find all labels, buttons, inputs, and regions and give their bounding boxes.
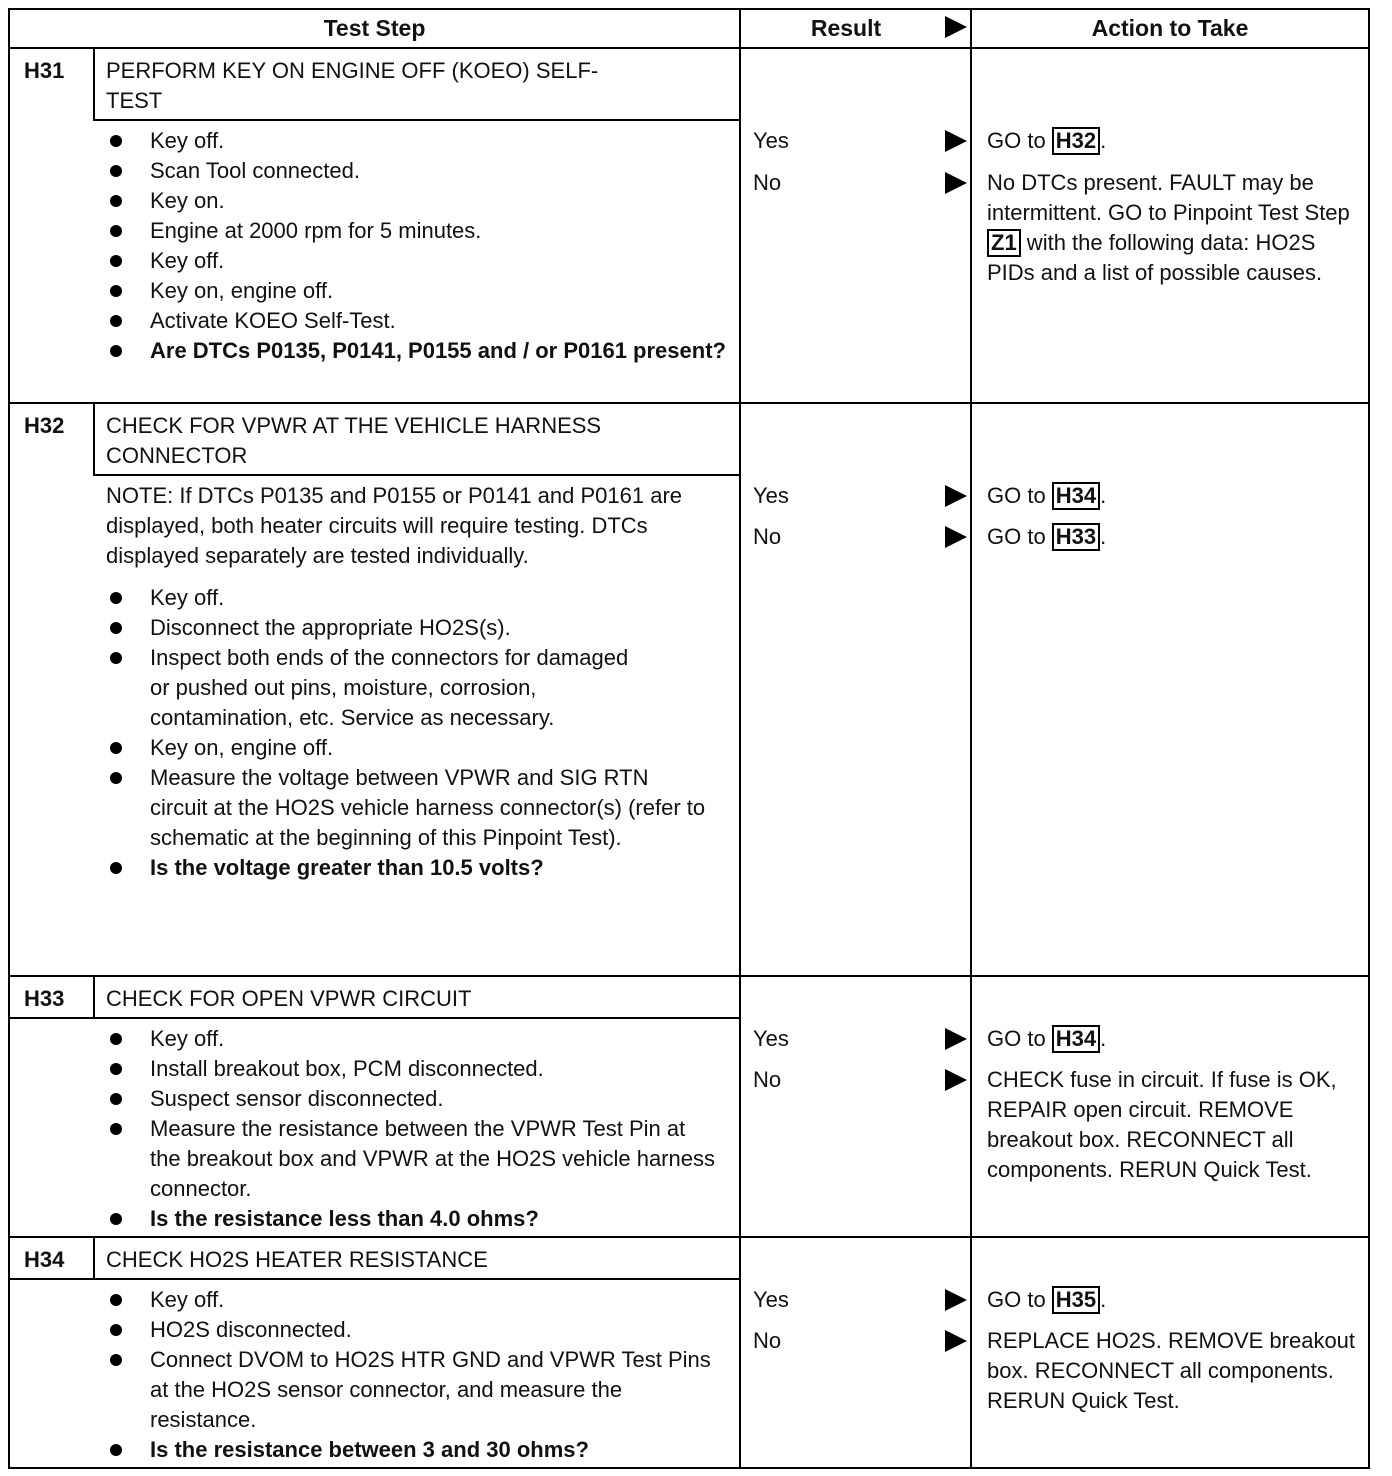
arrow-icon	[945, 1069, 967, 1091]
procedure-question: Is the voltage greater than 10.5 volts?	[106, 853, 726, 883]
row-divider	[8, 1236, 1370, 1238]
col-divider-action	[970, 8, 972, 1469]
step-title: CHECK HO2S HEATER RESISTANCE	[106, 1247, 488, 1272]
arrow-icon	[945, 1028, 967, 1050]
action-yes	[987, 1024, 1363, 1054]
action-text: GO to	[987, 524, 1052, 549]
border-left	[8, 8, 10, 1469]
h33-title-divider	[8, 1017, 739, 1019]
action-text: REPLACE HO2S. REMOVE breakout box. RECONNECT all components. RERUN Quick Test.	[987, 1328, 1356, 1413]
step-reference-link[interactable]: H33	[1052, 523, 1100, 551]
result-yes: Yes	[753, 128, 789, 153]
procedure-item: Connect DVOM to HO2S HTR GND and VPWR Test Pins at the HO2S sensor connector, and measure the resistance.	[106, 1345, 720, 1435]
result-yes: Yes	[753, 483, 789, 508]
procedure-item: Disconnect the appropriate HO2S(s).	[106, 613, 726, 643]
row-divider	[8, 402, 1370, 404]
col-divider-result	[739, 8, 741, 1469]
procedure-item: Key off.	[106, 583, 726, 613]
procedure-item: Engine at 2000 rpm for 5 minutes.	[106, 216, 726, 246]
action-no	[987, 1065, 1363, 1185]
procedure-item: Inspect both ends of the connectors for damaged or pushed out pins, moisture, corrosion, contamination, etc. Service as necessary.	[106, 643, 650, 733]
action-yes	[987, 1285, 1363, 1315]
step-reference-link[interactable]: H32	[1052, 127, 1100, 155]
procedure-item: Key off.	[106, 1285, 726, 1315]
arrow-icon	[945, 1289, 967, 1311]
header-test-step: Test Step	[323, 15, 426, 41]
procedure-item: Measure the voltage between VPWR and SIG RTN circuit at the HO2S vehicle harness connector(s) (refer to schematic at the beginning of this Pinpoint Test).	[106, 763, 710, 853]
step-title: PERFORM KEY ON ENGINE OFF (KOEO) SELF-TEST	[106, 58, 599, 113]
action-text: CHECK fuse in circuit. If fuse is OK, REPAIR open circuit. REMOVE breakout box. RECONNECT all components. RERUN Quick Test.	[987, 1067, 1337, 1182]
h34-title-divider	[8, 1278, 739, 1280]
step-reference-link[interactable]: Z1	[987, 229, 1021, 257]
step-id: H33	[24, 986, 65, 1011]
header-result: Result	[810, 15, 882, 41]
action-text: GO to	[987, 1026, 1052, 1051]
step-id: H31	[24, 58, 65, 83]
arrow-icon	[945, 172, 967, 194]
procedure-item: Key on, engine off.	[106, 276, 726, 306]
action-text: .	[1100, 128, 1107, 153]
procedure-item: Suspect sensor disconnected.	[106, 1084, 726, 1114]
procedure-item: Key off.	[106, 246, 726, 276]
h34-id-divider	[93, 1238, 95, 1280]
action-text: with the following data: HO2S PIDs and a list of possible causes.	[987, 230, 1323, 285]
step-procedure	[106, 1024, 726, 1234]
action-text: GO to	[987, 128, 1052, 153]
step-id: H34	[24, 1247, 65, 1272]
action-no	[987, 168, 1363, 288]
step-reference-link[interactable]: H34	[1052, 1025, 1100, 1053]
h33-id-divider	[93, 977, 95, 1019]
step-reference-link[interactable]: H34	[1052, 482, 1100, 510]
arrow-icon	[945, 526, 967, 548]
header-arrow-icon	[945, 16, 967, 38]
procedure-question: Is the resistance less than 4.0 ohms?	[106, 1204, 726, 1234]
action-yes	[987, 126, 1363, 156]
h32-title-divider	[93, 474, 739, 476]
procedure-item: Key off.	[106, 1024, 726, 1054]
procedure-item: HO2S disconnected.	[106, 1315, 726, 1345]
procedure-item: Key off.	[106, 126, 726, 156]
row-divider	[8, 975, 1370, 977]
procedure-item: Install breakout box, PCM disconnected.	[106, 1054, 726, 1084]
procedure-item: Key on.	[106, 186, 726, 216]
action-text: GO to	[987, 1287, 1052, 1312]
step-reference-link[interactable]: H35	[1052, 1286, 1100, 1314]
procedure-question: Are DTCs P0135, P0141, P0155 and / or P0161 present?	[106, 336, 726, 366]
arrow-icon	[945, 130, 967, 152]
result-no: No	[753, 1328, 782, 1353]
action-text: .	[1100, 483, 1107, 508]
h32-id-divider	[93, 404, 95, 476]
action-yes	[987, 481, 1363, 511]
procedure-question: Is the resistance between 3 and 30 ohms?	[106, 1435, 726, 1465]
header-action: Action to Take	[1091, 15, 1249, 41]
action-text: .	[1100, 524, 1107, 549]
step-title: CHECK FOR VPWR AT THE VEHICLE HARNESS CONNECTOR	[106, 413, 602, 468]
result-no: No	[753, 1067, 782, 1092]
action-no	[987, 522, 1363, 552]
result-no: No	[753, 524, 782, 549]
action-no	[987, 1326, 1363, 1416]
diagnostic-table	[8, 8, 1380, 1469]
procedure-item: Activate KOEO Self-Test.	[106, 306, 726, 336]
result-no: No	[753, 170, 782, 195]
action-text: .	[1100, 1026, 1107, 1051]
arrow-icon	[945, 1330, 967, 1352]
step-procedure	[106, 481, 726, 883]
procedure-note: NOTE: If DTCs P0135 and P0155 or P0141 and P0161 are displayed, both heater circuits will require testing. DTCs displayed separately are tested individually.	[106, 483, 683, 568]
result-yes: Yes	[753, 1026, 789, 1051]
h31-title-divider	[93, 119, 739, 121]
step-procedure	[106, 1285, 726, 1465]
procedure-item: Key on, engine off.	[106, 733, 726, 763]
step-procedure	[106, 126, 726, 366]
action-text: GO to	[987, 483, 1052, 508]
procedure-item: Measure the resistance between the VPWR Test Pin at the breakout box and VPWR at the HO2S vehicle harness connector.	[106, 1114, 720, 1204]
procedure-item: Scan Tool connected.	[106, 156, 726, 186]
border-bottom	[8, 1467, 1370, 1469]
arrow-icon	[945, 485, 967, 507]
action-text: .	[1100, 1287, 1107, 1312]
border-right	[1368, 8, 1370, 1469]
step-title: CHECK FOR OPEN VPWR CIRCUIT	[106, 986, 472, 1011]
h31-id-divider	[93, 49, 95, 121]
step-id: H32	[24, 413, 65, 438]
result-yes: Yes	[753, 1287, 789, 1312]
action-text: No DTCs present. FAULT may be intermittent. GO to Pinpoint Test Step	[987, 170, 1350, 225]
